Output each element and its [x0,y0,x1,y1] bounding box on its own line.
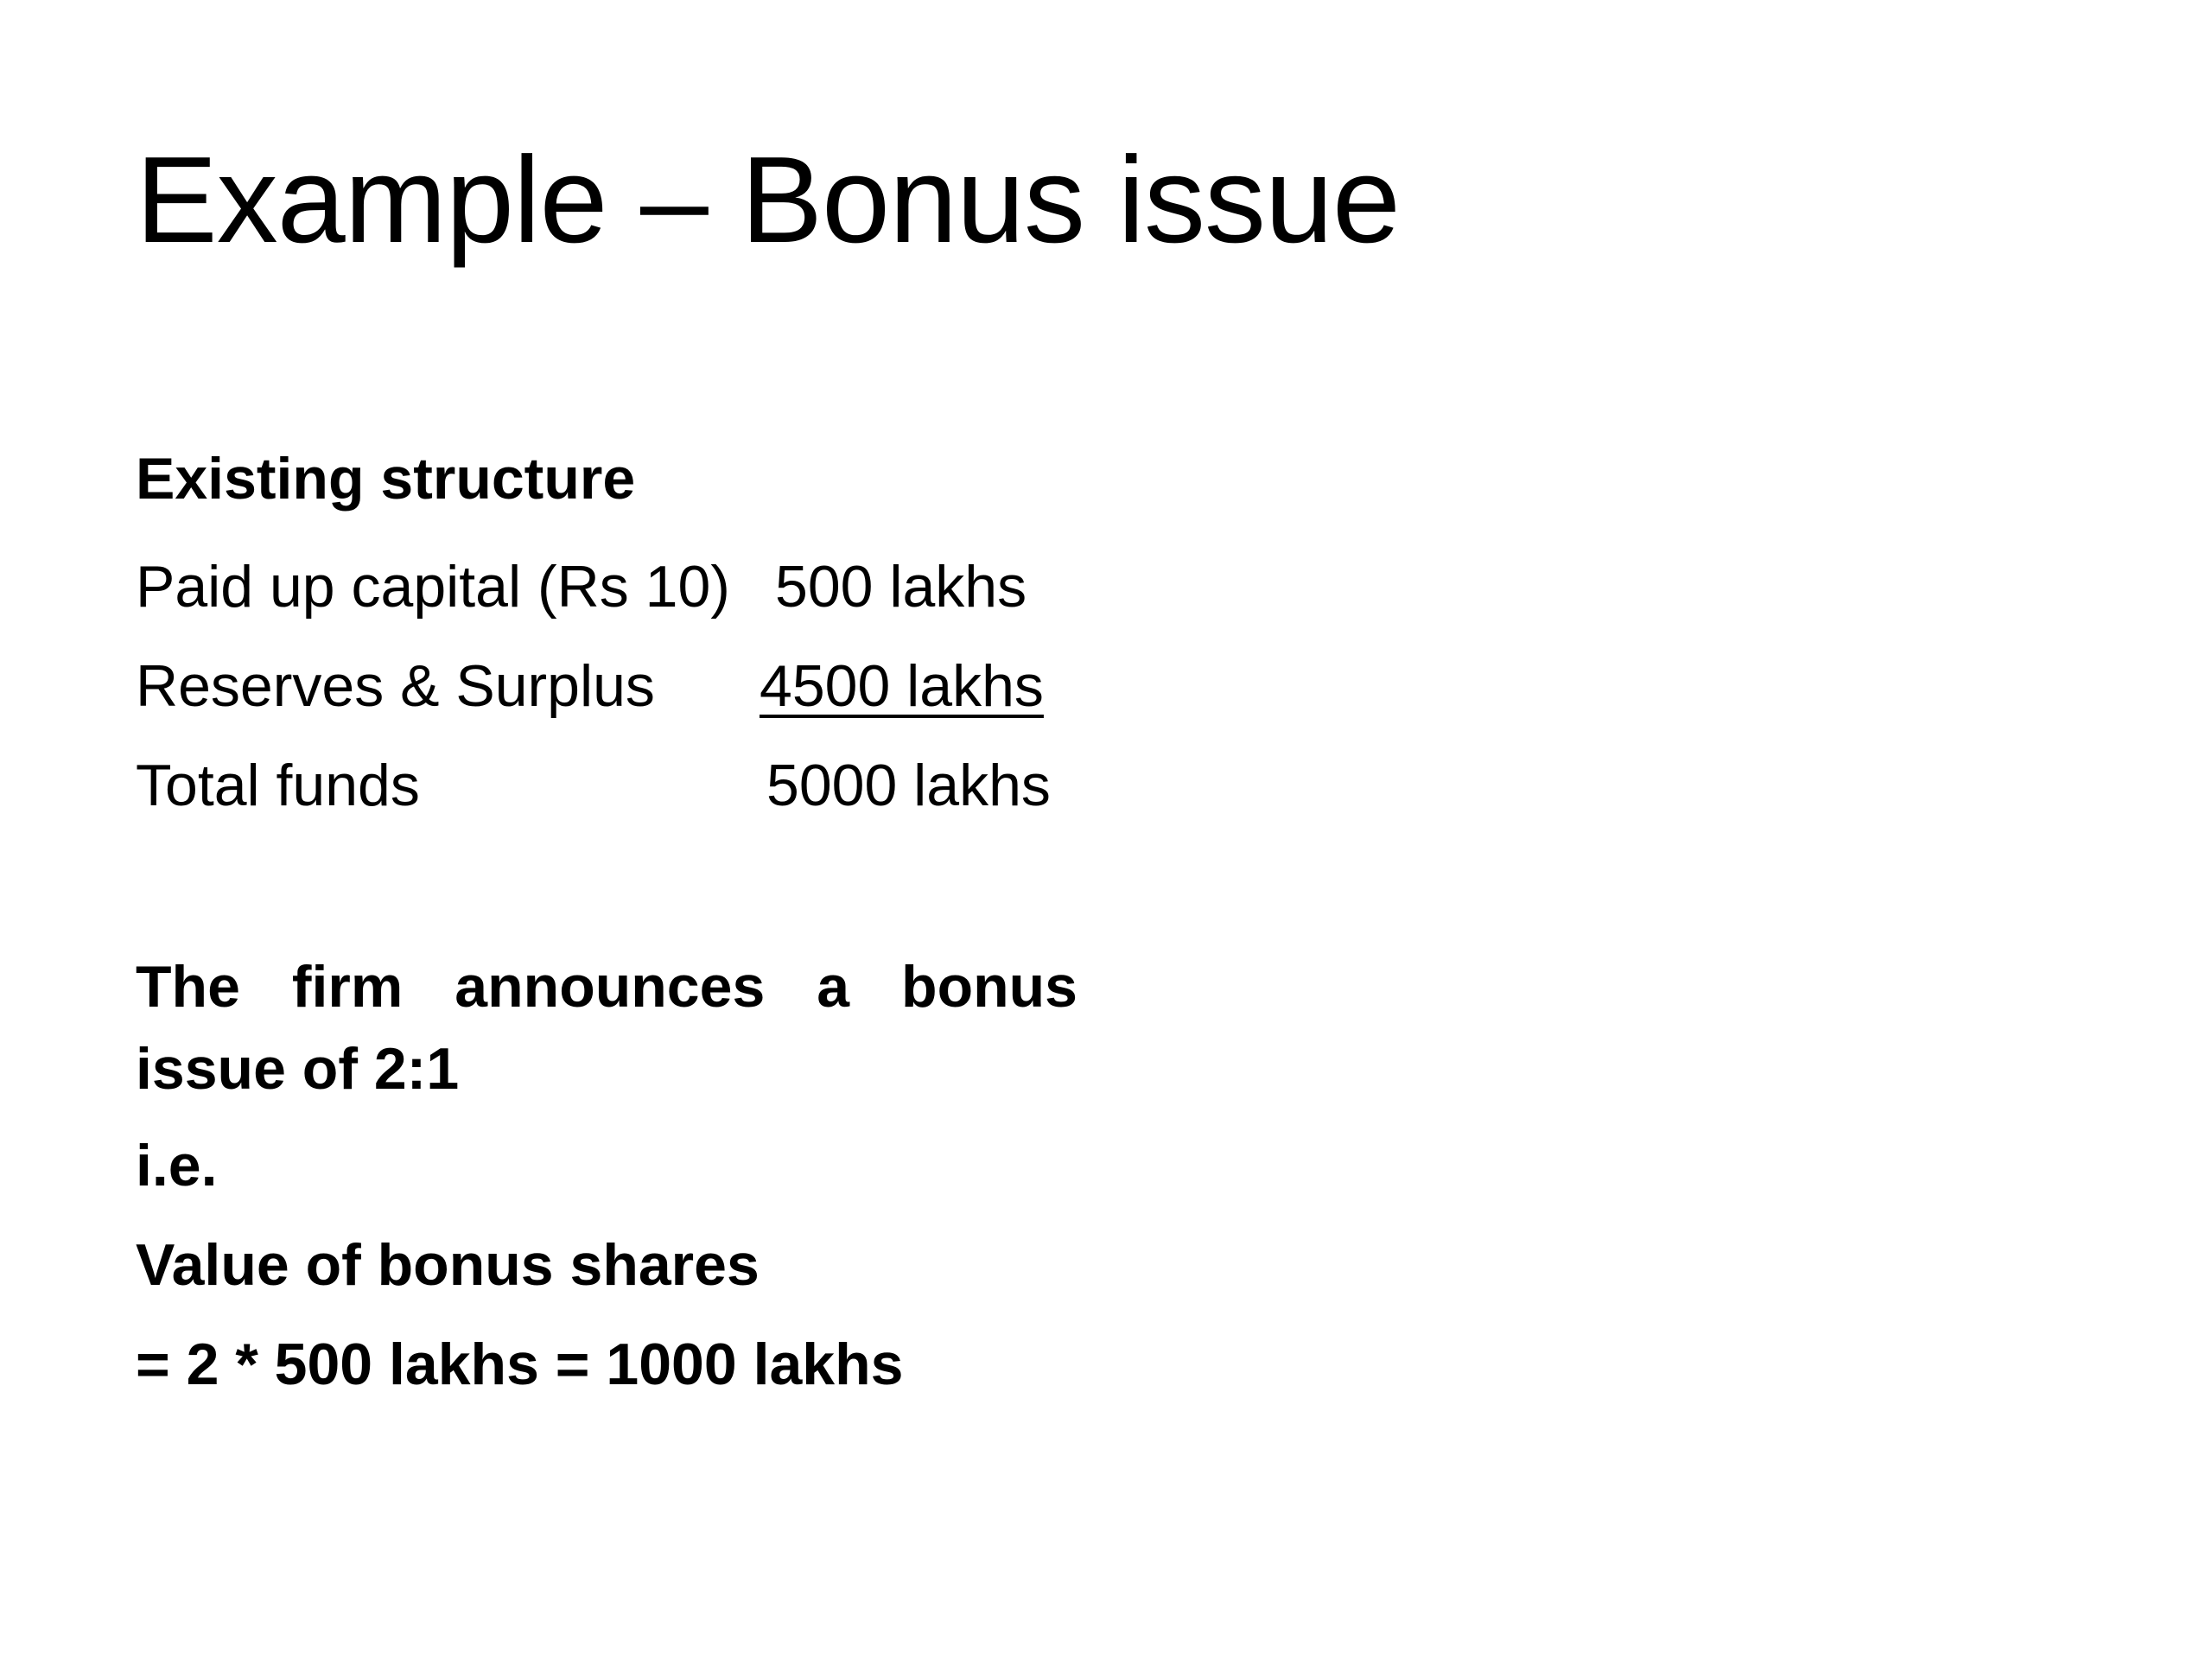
structure-row-paid-up-capital [136,553,1086,626]
structure-row-reserves-surplus [136,652,1086,726]
row-label: Reserves & Surplus [136,653,655,719]
row-label: Total funds [136,753,420,818]
existing-structure-heading: Existing structure [136,446,636,512]
slide-title: Example – Bonus issue [136,131,1400,269]
row-label: Paid up capital (Rs 10) [136,554,730,620]
bonus-value-label: Value of bonus shares [136,1232,760,1298]
row-amount: 5000 lakhs [766,753,1051,818]
bonus-calculation: = 2 * 500 lakhs = 1000 lakhs [136,1332,904,1397]
bonus-announcement: The firm announces a bonus issue of 2:1 [136,954,1077,1102]
row-amount: 4500 lakhs [760,653,1044,719]
row-amount: 500 lakhs [775,554,1027,620]
structure-row-total-funds [136,752,1086,825]
ie-text: i.e. [136,1133,218,1198]
